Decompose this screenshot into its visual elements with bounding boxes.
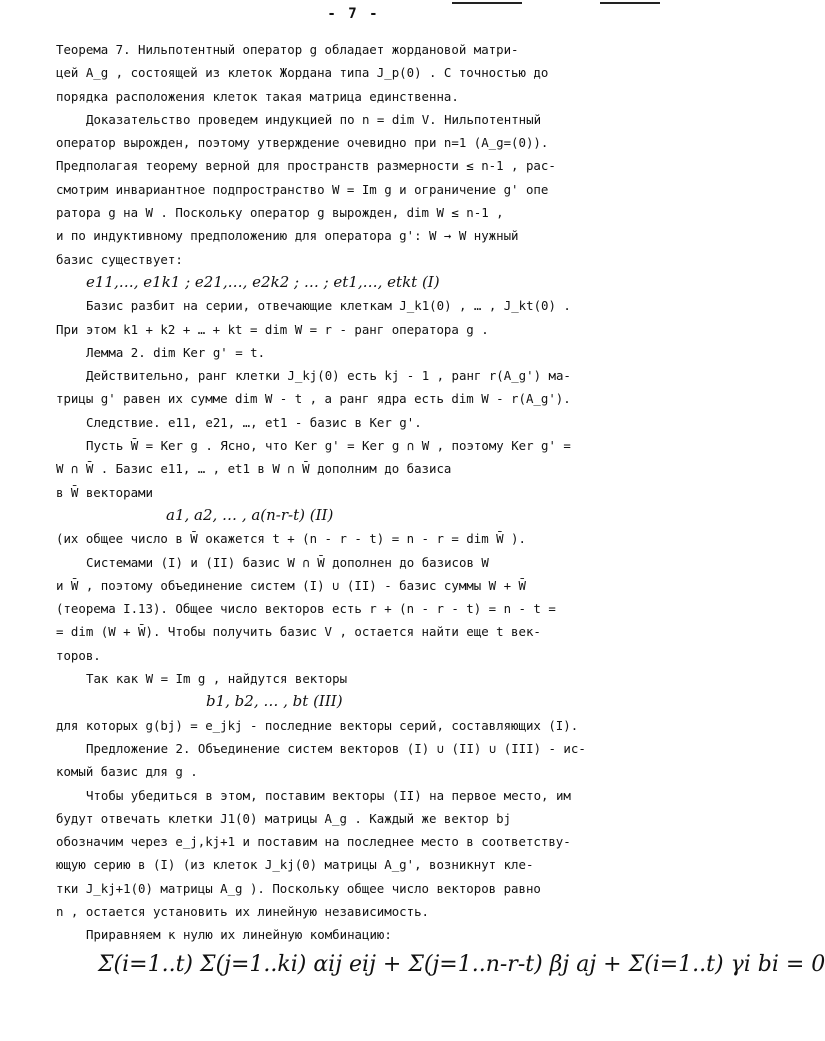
text-line: Пусть W̄ = Ker g . Ясно, что Ker g' = Ker g ∩ W , поэтому Ker g' =: [86, 438, 571, 454]
document-body: [56, 38, 686, 947]
text-line: = dim (W + W̄). Чтобы получить базис V , остается найти еще t век-: [56, 624, 541, 640]
text-line: в W̄ векторами: [56, 484, 153, 500]
text-line: порядка расположения клеток такая матрица единственна.: [56, 88, 459, 104]
page-number: - 7 -: [327, 6, 380, 22]
text-line: Так как W = Im g , найдутся векторы: [86, 671, 348, 687]
scan-artifact-right: [600, 2, 660, 4]
basis-series-formula: e11,…, e1k1 ; e21,…, e2k2 ; … ; et1,…, etkt (I): [86, 272, 440, 291]
text-line: торов.: [56, 647, 101, 663]
text-line: комый базис для g .: [56, 764, 198, 780]
text-line: трицы g' равен их сумме dim W - t , а ранг ядра есть dim W - r(A_g').: [56, 391, 571, 407]
text-line: ющую серию в (I) (из клеток J_kj(0) матрицы A_g', возникнут кле-: [56, 857, 534, 873]
text-line: для которых g(bj) = e_jkj - последние векторы серий, составляющих (I).: [56, 717, 579, 733]
text-line: Базис разбит на серии, отвечающие клеткам J_k1(0) , … , J_kt(0) .: [86, 298, 571, 314]
text-line: базис существует:: [56, 251, 183, 267]
text-line: W ∩ W̄ . Базис e11, … , et1 в W ∩ W̄ дополним до базиса: [56, 461, 452, 477]
text-line: будут отвечать клетки J1(0) матрицы A_g . Каждый же вектор bj: [56, 810, 512, 826]
corollary-line: Следствие. e11, e21, …, et1 - базис в Ker g'.: [86, 414, 422, 430]
text-line: Предполагая теорему верной для пространств размерности ≤ n-1 , рас-: [56, 158, 556, 174]
text-line: Чтобы убедиться в этом, поставим векторы (II) на первое место, им: [86, 787, 571, 803]
scan-artifact-left: [452, 2, 522, 4]
text-line: Системами (I) и (II) базис W ∩ W̄ дополнен до базисов W: [86, 554, 489, 570]
text-line: При этом k1 + k2 + … + kt = dim W = r - ранг оператора g .: [56, 321, 489, 337]
text-line: (их общее число в W̄ окажется t + (n - r - t) = n - r = dim W̄ ).: [56, 531, 526, 547]
text-line: и по индуктивному предположению для оператора g': W → W нужный: [56, 228, 519, 244]
text-line: n , остается установить их линейную независимость.: [56, 903, 429, 919]
text-line: Теорема 7. Нильпотентный оператор g обладает жордановой матри-: [56, 42, 519, 57]
text-line: тки J_kj+1(0) матрицы A_g ). Поскольку общее число векторов равно: [56, 880, 541, 896]
proof-heading-line: Доказательство проведем индукцией по n = dim V. Нильпотентный: [86, 111, 542, 127]
text-line: и W̄ , поэтому объединение систем (I) ∪ (II) - базис суммы W + W̄: [56, 577, 526, 593]
lemma-heading-line: Лемма 2. dim Ker g' = t.: [86, 344, 266, 360]
text-line: (теорема I.13). Общее число векторов есть r + (n - r - t) = n - t =: [56, 601, 556, 617]
proposition-heading-line: Предложение 2. Объединение систем векторов (I) ∪ (II) ∪ (III) - ис-: [86, 740, 586, 756]
text-line: обозначим через e_j,kj+1 и поставим на последнее место в соответству-: [56, 834, 571, 850]
vector-series-a-formula: a1, a2, … , a(n-r-t) (II): [166, 505, 334, 524]
text-line: цей A_g , состоящей из клеток Жордана типа J_p(0) . С точностью до: [56, 65, 549, 81]
text-line: ратора g на W . Поскольку оператор g вырожден, dim W ≤ n-1 ,: [56, 205, 504, 221]
vector-series-b-formula: b1, b2, … , bt (III): [206, 692, 343, 711]
text-line: смотрим инвариантное подпространство W = Im g и ограничение g' опе: [56, 181, 549, 197]
linear-combination-formula: Σ(i=1..t) Σ(j=1..ki) αij eij + Σ(j=1..n-r-t) βj aj + Σ(i=1..t) γi bi = 0: [98, 952, 825, 977]
text-line: оператор вырожден, поэтому утверждение очевидно при n=1 (A_g=(0)).: [56, 135, 549, 151]
text-line: Приравняем к нулю их линейную комбинацию:: [86, 927, 392, 943]
text-line: Действительно, ранг клетки J_kj(0) есть kj - 1 , ранг r(A_g') ма-: [86, 368, 571, 384]
